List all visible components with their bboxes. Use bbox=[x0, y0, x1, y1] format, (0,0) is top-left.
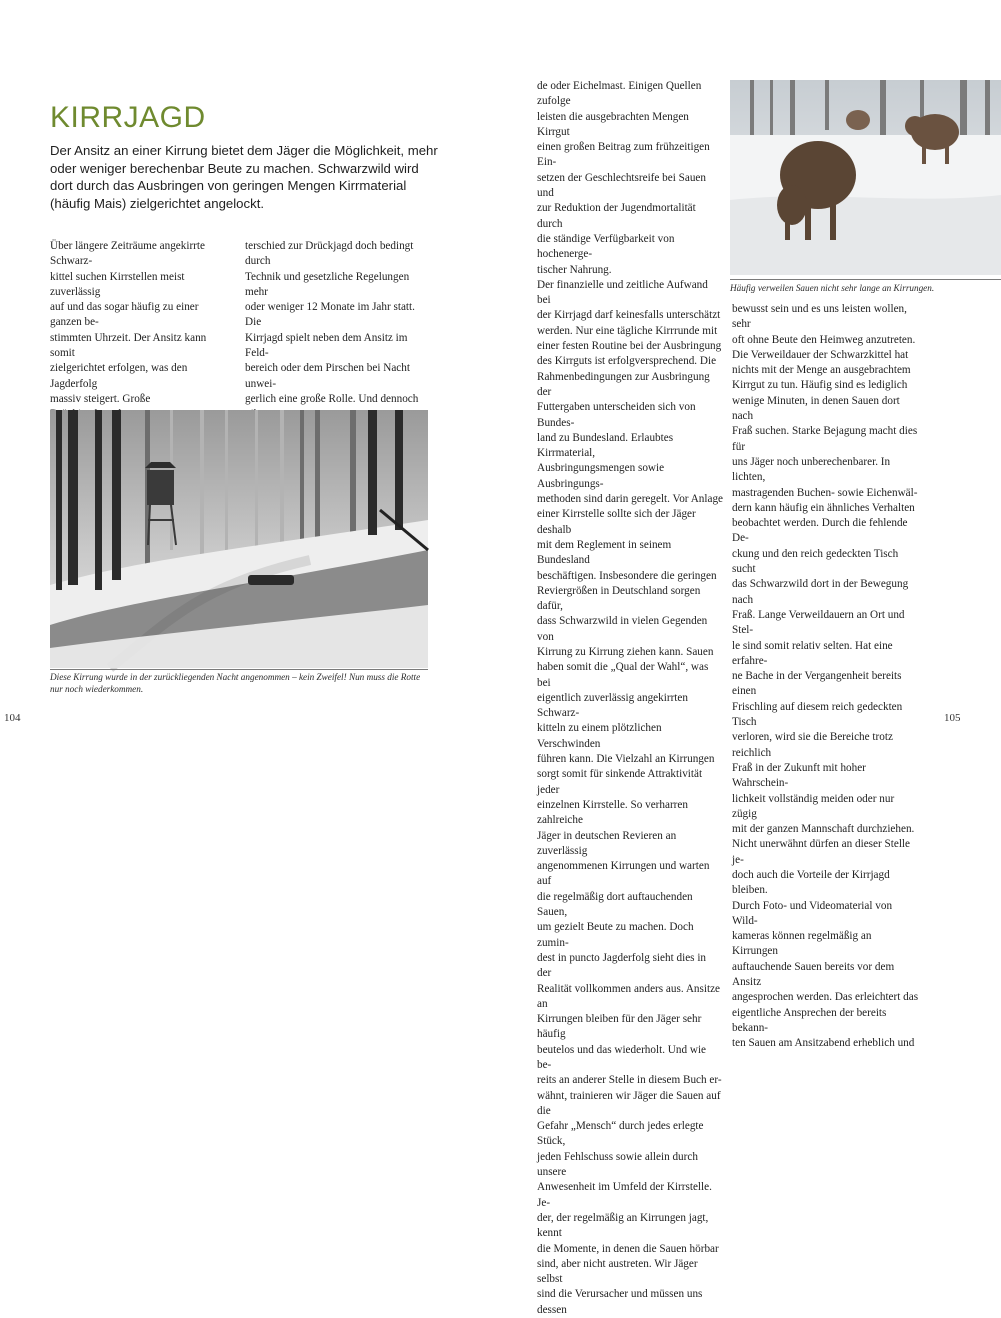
page-number: 105 bbox=[944, 712, 961, 724]
caption-rule bbox=[730, 279, 1001, 280]
right-page bbox=[500, 0, 1000, 1316]
photo-caption: Diese Kirrung wurde in der zurückliegenden Nacht angenommen – kein Zweifel! Nun muss die Rotte nur noch wiederkommen. bbox=[50, 672, 421, 694]
left-page bbox=[0, 0, 500, 800]
page-number: 104 bbox=[4, 712, 21, 724]
photo-snowy-forest-hunting-stand bbox=[50, 410, 428, 668]
body-column-1: Über längere Zeiträume angekirrte Schwarz- kittel suchen Kirrstellen meist zuverlässig auf und das sogar häufig zu einer ganzen be- stimmten Uhrzeit. Der Ansitz kann somit zielgerichtet erfolgen, was den Jagderfolg massiv steigert. Große bbox=[50, 240, 207, 405]
body-column-1: de oder Eichelmast. Einigen Quellen zufolge leisten die ausgebrachten Mengen Kirrgut einen großen Beitrag zum frühzeitigen Ein- setzen der Geschlechtsreife bei Sauen und zur Reduktion der Jugendmortalität durch die ständige Verfügbarkeit von hochenerge- tischer Nahrung. Der finanzielle und zeitliche Aufwand bei der Kirrjagd darf keinesfalls unterschätzt werden. Nur eine tägliche Kirrrunde mit einer festen Routine bei der Ausbringung des Kirrguts ist erfolgversprechend. Die Rahmenbedingungen zur Ausbringung der Futtergaben unterscheiden sich von Bundes- land zu Bundesland. Erlaubtes Kirrmaterial, Ausbringungsmengen sowie Ausbringungs- methoden sind darin geregelt. Vor Anlage einer Kirrstelle sollte sich der Jäger deshalb mit dem Reglement in seinem Bundesland beschäftigen. Insbesondere die geringen Reviergrößen in Deutschland sorgen dafür, dass Schwarzwild in vielen Gegenden von Kirrung zu Kirrung ziehen kann. Sauen haben somit die „Qual der Wahl“, was bei eigentlich zuverlässig angekirrten Schwarz- kitteln zu einem plötzlichen Verschwinden führen kann. Die Vielzahl an Kirrungen sorgt somit für sinkende Attraktivität jeder einzelnen Kirrstelle. So verharren zahlreiche Jäger in deutschen Revieren an zuverlässig angenommenen Kirrungen und warten auf die regelmäßig dort auftauchenden Sauen, um gezielt Beute zu machen. Doch zumin- dest in puncto Jagderfolg sieht dies in der Realität vollkommen anders aus. Ansitze an Kirrungen bleiben für den Jäger sehr häufig beutelos und das wiederholt. Und wie be- reits an anderer Stelle in diesem Buch er- wähnt, trainieren wir Jäger die Sauen auf die Gefahr „Mensch“ durch jedes erlegte Stück, jeden Fehlschuss sowie allein durch unsere Anwesenheit im Umfeld der Kirrstelle. Je- der, der regelmäßig an Kirrungen jagt, kennt die Momente, in denen die Sauen hörbar sind, aber nicht austreten. Wir Jäger selbst sind die Verursacher und müssen uns dessen bbox=[537, 80, 724, 1316]
caption-rule bbox=[50, 669, 428, 670]
photo-caption: Häufig verweilen Sauen nicht sehr lange an Kirrungen. bbox=[730, 283, 935, 293]
photo-wild-boars-in-snow bbox=[730, 80, 1001, 275]
body-column-2: terschied zur Drückjagd doch bedingt durch Technik und gesetzliche Regelungen mehr oder weniger 12 Monate im Jahr statt. Die Kirrjagd spielt neben dem Ansitz im Feld- bereich oder dem Pirschen bei Nacht unwei- gerlich eine große Rolle. Und dennoch bbox=[245, 240, 419, 405]
chapter-title: KIRRJAGD bbox=[50, 101, 206, 134]
lead-paragraph: Der Ansitz an einer Kirrung bietet dem Jäger die Möglichkeit, mehr oder weniger berechenbar Beute zu machen. Schwarzwild wird dort durch das Ausbringen von geringen Mengen Kirrmaterial (häufig Mais) zielgerichtet angelockt. bbox=[50, 143, 438, 211]
body-column-2: bewusst sein und es uns leisten wollen, sehr oft ohne Beute den Heimweg anzutreten. Die Verweildauer der Schwarzkittel hat nichts mit der Menge an ausgebrachtem Kirrgut zu tun. Häufig sind es lediglich wenige Minuten, in denen Sauen dort nach Fraß suchen. Starke Bejagung macht dies für uns Jäger noch unberechenbarer. In lichten, mastragenden Buchen- sowie Eichenwäl- dern kann häufig ein ähnliches Verhalten beobachtet werden. Durch die fehlende De- ckung und den reich gedeckten Tisch sucht das Schwarzwild dort in der Bewegung nach Fraß. Lange Verweildauern an Ort und Stel- le sind somit relativ selten. Hat eine erfahre- ne Bache in der Vergangenheit bereits einen Frischling auf diesem reich gedeckten Tisch verloren, wird sie die Bereiche trotz reichlich Fraß in der Zukunft mit hoher Wahrschein- lichkeit vollständig meiden oder nur zügig mit der ganzen Mannschaft durchziehen. Nicht unerwähnt dürfen an dieser Stelle je- doch auch die Vorteile der Kirrjagd bleiben. Durch Foto- und Videomaterial von Wild- kameras können regelmäßig an Kirrungen auftauchende Sauen bereits vor dem Ansitz angesprochen werden. Das erleichtert das eigentliche Ansprechen der bereits bekann- ten Sauen am Ansitzabend erheblich und bbox=[732, 303, 919, 1050]
